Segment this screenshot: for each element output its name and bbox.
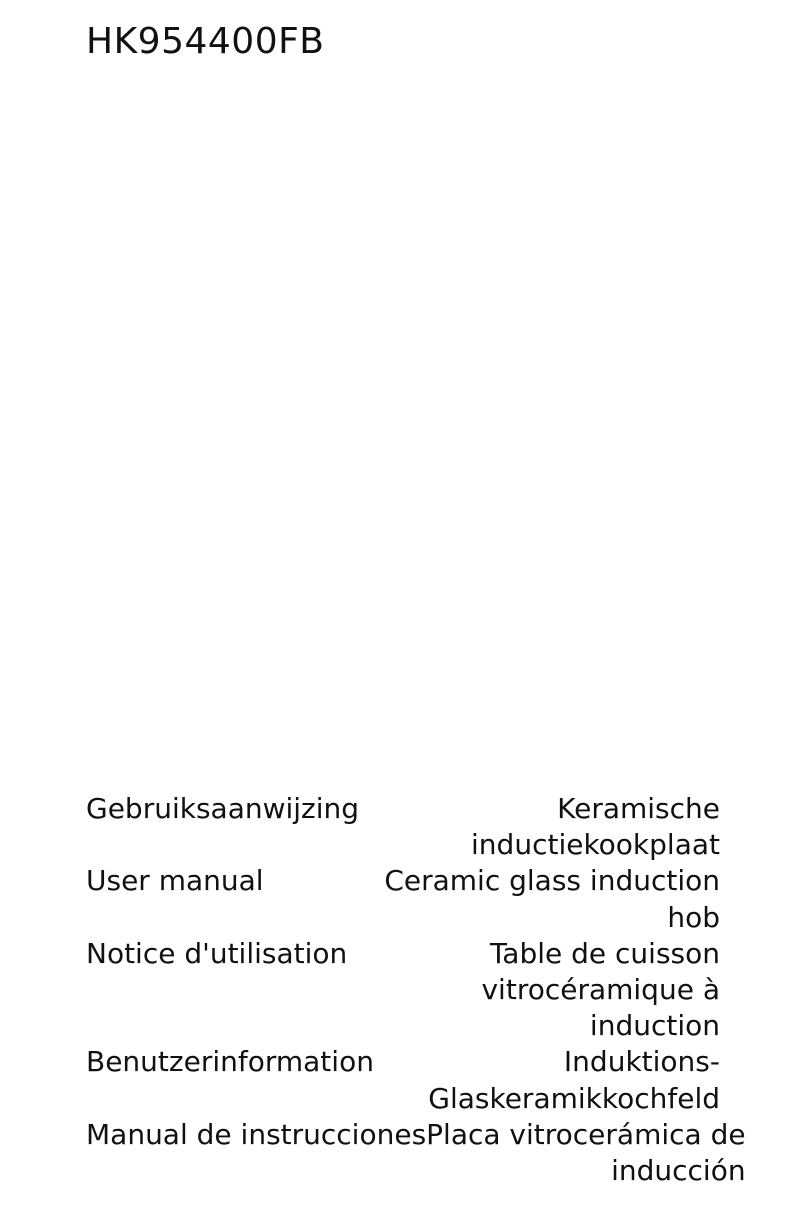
- manual-entry-german: [86, 1044, 720, 1116]
- manual-entry-spanish: [86, 1117, 746, 1189]
- product-description: [481, 936, 720, 1045]
- product-description: [428, 1044, 720, 1116]
- description-line: Table de cuisson: [489, 936, 720, 970]
- description-line: vitrocéramique à: [481, 973, 720, 1007]
- manual-entry-dutch: [86, 791, 720, 863]
- description-line: Placa vitrocerámica de: [426, 1117, 746, 1151]
- manual-list: [86, 791, 746, 1189]
- language-title: Benutzerinformation: [86, 1045, 374, 1079]
- manual-entry-french: [86, 936, 720, 1045]
- description-line: inducción: [611, 1154, 746, 1188]
- description-line: Induktions-: [563, 1045, 720, 1079]
- description-line: Keramische: [557, 792, 720, 825]
- language-title: Gebruiksaanwijzing: [86, 792, 360, 825]
- description-line: induction: [589, 1009, 720, 1043]
- description-line: Ceramic glass induction: [384, 864, 720, 898]
- language-title: User manual: [86, 864, 264, 898]
- manual-entry-english: [86, 863, 720, 935]
- product-description: [426, 1117, 745, 1189]
- description-line: hob: [667, 900, 720, 934]
- language-title: Notice d'utilisation: [86, 936, 348, 970]
- language-title: Manual de instrucciones: [86, 1117, 427, 1151]
- model-number: HK954400FB: [86, 21, 325, 62]
- product-description: [384, 863, 720, 935]
- description-line: inductiekookplaat: [471, 828, 720, 862]
- product-description: [471, 791, 720, 863]
- description-line: Glaskeramikkochfeld: [428, 1081, 720, 1115]
